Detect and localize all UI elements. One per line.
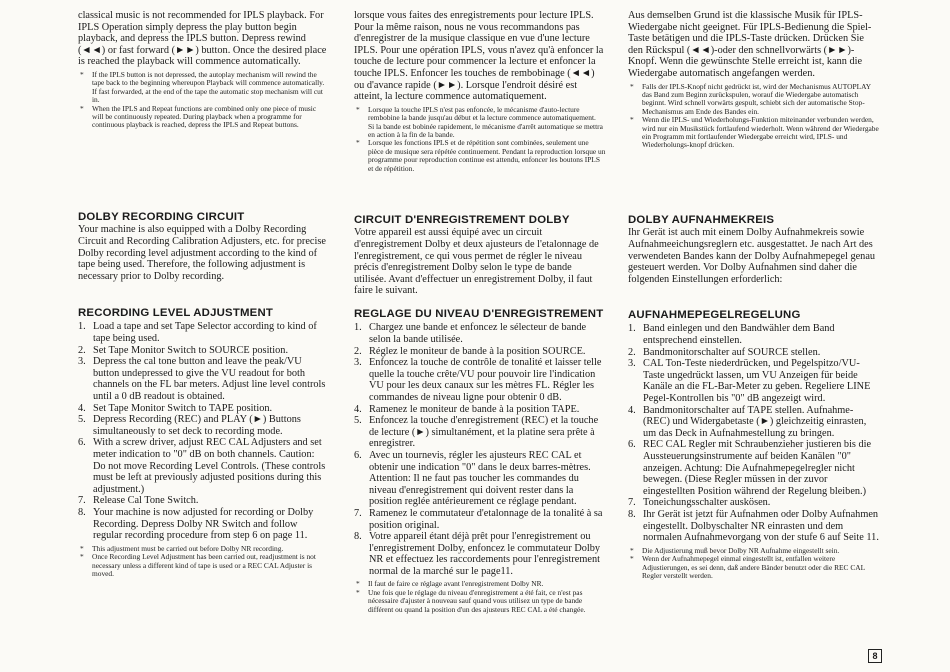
- list-item: 7. Release Cal Tone Switch.: [78, 495, 199, 507]
- french-intro-text: lorsque vous faites des enregistrements pour lecture IPLS. Pour la même raison, nous ne vous recommandons pas d'enregistrer de la musique classique en vue d'une lecture IPLS. Pour une opération IPLS, vous n'avez qu'à enfoncer la touche de lecture pour commencer la lecture et enfoncer la touche IPLS. Enfoncer les touches de rembobinage (◄◄) ou d'avance rapide (►►). Lorsque l'endroit désiré est atteint, la lecture commence automatiquement.: [354, 10, 604, 103]
- english-intro-section: [78, 10, 328, 130]
- french-intro-note: Si la bande est bobinée rapidement, le mécanisme d'arrêt automatique se mettra en action à la fin de la bande.: [368, 121, 603, 139]
- french-intro-note: * Lorsque la touche IPLS n'est pas enfoncée, le mécanisme d'auto-lecture rembobine la bande jusqu'au début et la lecture commence automatiquement.: [354, 106, 606, 123]
- english-intro-note: * If the IPLS button is not depressed, the autoplay mechanism will rewind the tape back to the beginning whereupon Playback will commence automatically.: [78, 71, 328, 88]
- english-level-heading: RECORDING LEVEL ADJUSTMENT: [78, 307, 274, 319]
- list-item: 6. Avec un tournevis, régler les ajusteurs REC CAL et obtenir une indication "0" dans le deux barres-mètres. Attention: Il ne faut pas toucher les commandes du niveau d'enregistrement qui doivent rester dans la position reglée antérieurement ce réglage pendant.: [354, 449, 591, 508]
- page-number: 8: [868, 649, 882, 663]
- english-dolby-heading: DOLBY RECORDING CIRCUIT: [78, 211, 245, 223]
- list-item: 8. Your machine is now adjusted for recording or Dolby Recording. Depress Dolby NR Switch and follow regular recording procedure from step 6 on page 11.: [78, 506, 314, 542]
- english-dolby-section: [78, 211, 328, 282]
- german-intro-note: * Falls der IPLS-Knopf nicht gedrückt ist, wird der Mechanismus AUTOPLAY das Band zum Beginn zurückspulen, worauf die Wiedergabe automatisch beginnt. Wird schnell vorwärts gespult, schiebt sich der automatische Stop-Mechanismus am Ende des Bandes ein.: [628, 83, 880, 117]
- list-item: 1. Band einlegen und den Bandwähler dem Band entsprechend einstellen.: [628, 323, 835, 346]
- french-intro-notes: [354, 106, 606, 173]
- french-steps-list: [354, 322, 606, 577]
- german-note: * Wenn der Aufnahmepegel einmal eingestellt ist, entfallen weitere Adjustierungen, es sei denn, daß andere Bänder benutzt oder die REC CAL Regler verstellt werden.: [628, 555, 880, 580]
- french-note: * Il faut de faire ce réglage avant l'enregistrement Dolby NR.: [354, 580, 606, 588]
- list-item: 4. Set Tape Monitor Switch to TAPE position.: [78, 402, 273, 414]
- english-intro-notes: [78, 71, 328, 130]
- german-intro-notes: [628, 83, 880, 150]
- list-item: 8. Ihr Gerät ist jetzt für Aufnahmen oder Dolby Aufnahmen eingestellt. Dolbyschalter NR einrasten und dem normalen Aufnahmevorgang von der stufe 6 auf Seite 11.: [628, 508, 879, 544]
- list-item: 5. Enfoncez la touche d'enregistrement (REC) et la touche de lecture (►) simultanément, et la platine sera prête à enregistrer.: [354, 415, 599, 450]
- german-intro-section: [628, 10, 880, 150]
- german-intro-text: Aus demselben Grund ist die klassische Musik für IPLS-Wiedergabe nicht geeignet. Für IPLS-Bedienung die Spiel-Taste betätigen und die IPLS-Taste drücken. Drücken Sie den Rückspul (◄◄)-oder den schnellvorwärts (►►)- Knopf. Wenn die gewünschte Stelle erreicht ist, kann die Wiedergabe automatisch angefangen werden.: [628, 10, 872, 79]
- english-dolby-text: Your machine is also equipped with a Dolby Recording Circuit and Recording Calibration Adjusters, etc. for precise Dolby recording level adjustment according to the kind of tape being used. Therefore, the following adjustment is necessary prior to Dolby recording.: [78, 224, 326, 282]
- list-item: 7. Toneichungsschalter auskösen.: [628, 497, 771, 509]
- list-item: 6. REC CAL Regler mit Schraubenzieher justieren bis die Aussteuerungsinstrumente auf beiden Kanälen "0" anzeigen. Achtung: Die Aufnahmepegelregler nicht bewegen. (Diese Regler müssen in der zuvor eingestellten Position während der Regelung bleiben.): [628, 439, 872, 497]
- english-notes: [78, 545, 328, 579]
- list-item: 1. Chargez une bande et enfoncez le sélecteur de bande selon la bande utilisée.: [354, 322, 587, 345]
- list-item: 6. With a screw driver, adjust REC CAL Adjusters and set meter indication to "0" dB on both channels. Caution: Do not move Recording Level Controls. (These controls must be left at previously adjusted positions during this adjustment.): [78, 437, 326, 495]
- list-item: 2. Bandmonitorschalter auf SOURCE stellen.: [628, 346, 821, 358]
- list-item: 7. Ramenez le commutateur d'etalonnage de la tonalité à sa position original.: [354, 507, 603, 531]
- english-intro-note: If fast forwarded, at the end of the tape the automatic stop mechanism will cut in.: [92, 86, 323, 105]
- list-item: 5. Depress Recording (REC) and PLAY (►) Buttons simultaneously to set deck to recording mode.: [78, 414, 301, 437]
- german-dolby-text: Ihr Gerät ist auch mit einem Dolby Aufnahmekreis sowie Aufnahmeeichungsreglern etc. ausgestattet. Je nach Art des verwendeten Bandes kann der Dolby Aufnahmepegel genau gesteuert werden. Vor Dolby Aufnahmen sind daher die folgenden Einstellungen erforderlich:: [628, 227, 876, 285]
- english-note: * Once Recording Level Adjustment has been carried out, readjustment is not necessary unless a different kind of tape is used or a REC CAL Adjuster is moved.: [78, 553, 328, 578]
- english-level-section: [78, 307, 328, 578]
- german-steps-list: [628, 323, 880, 543]
- french-intro-note: * Lorsque les fonctions IPLS et de répétition sont combinées, seulement une pièce de musique sera répétée continuement. Pendant la reproduction lorsque un programme pour reproduction continue est attendu, enfoncer les boutons IPLS et de répétition.: [354, 139, 606, 173]
- german-notes: [628, 547, 880, 581]
- german-level-section: [628, 309, 880, 580]
- list-item: 2. Set Tape Monitor Switch to SOURCE position.: [78, 344, 289, 356]
- english-note: * This adjustment must be carried out before Dolby NR recording.: [78, 545, 328, 553]
- french-intro-section: [354, 10, 606, 173]
- german-level-heading: AUFNAHMEPEGELREGELUNG: [628, 309, 801, 321]
- list-item: 8. Votre appareil étant déjà prêt pour l'enregistrement ou l'enregistrement Dolby, enfoncez le commutateur Dolby NR et effectuez les raccordements pour l'enregistrement normal de la marché sur le page11.: [354, 531, 601, 577]
- french-level-heading: REGLAGE DU NIVEAU D'ENREGISTREMENT: [354, 308, 604, 320]
- list-item: 4. Bandmonitorschalter auf TAPE stellen. Aufnahme- (REC) und Widergabetaste (►) gleichzeitig einrasten, um das Deck in Aufnahmestellung zu bringen.: [628, 404, 867, 439]
- list-item: 4. Ramenez le moniteur de bande à la position TAPE.: [354, 403, 580, 415]
- german-dolby-section: [628, 214, 880, 285]
- german-note: * Die Adjustierung muß bevor Dolby NR Aufnahme eingestellt sein.: [628, 547, 880, 555]
- list-item: 1. Load a tape and set Tape Selector according to kind of tape being used.: [78, 321, 317, 344]
- english-steps-list: [78, 321, 328, 541]
- french-level-section: [354, 308, 606, 614]
- french-dolby-text: Votre appareil est aussi équipé avec un circuit d'enregistrement Dolby et deux ajusteurs de l'etalonnage de l'enregistrement, ce qui vous permet de régler le niveau précis d'enregistrement Dolby selon le type de bande utilisée. Avant d'effectuer un enregistrement Dolby, il faut faire le suivant.: [354, 227, 599, 297]
- list-item: 3. CAL Ton-Teste niederdrücken, und Pegelspitzo/VU-Taste ungedrückt lassen, um VU Anzeigen für beide Kanäle an die FL-Bar-Meter zu geben. Regeliere LINE Pegel-Kontrollen bis "0" dB angezeigt wird.: [628, 358, 871, 404]
- french-dolby-section: [354, 214, 606, 297]
- german-intro-note: * Wenn die IPLS- und Wiederholungs-Funktion miteinander verbunden werden, wird nur ein Musikstück fortlaufend wiederholt. Wenn während der Wiedergabe ein Programm mit fortlaufender Wiedergabe erreicht wird, IPLS- und Wiederholungs-knopf drücken.: [628, 116, 880, 150]
- list-item: 2. Réglez le moniteur de bande à la position SOURCE.: [354, 345, 586, 357]
- english-intro-text: classical music is not recommended for IPLS playback. For IPLS Operation simply depress the play button begin playback, and depress the IPLS button. Depress rewind (◄◄) or fast forward (►►) button. Once the desired place is reached the playback will commence automatically.: [78, 10, 327, 68]
- french-dolby-heading: CIRCUIT D'ENREGISTREMENT DOLBY: [354, 214, 570, 226]
- german-dolby-heading: DOLBY AUFNAHMEKREIS: [628, 214, 775, 226]
- list-item: 3. Enfoncez la touche de contrôle de tonalité et laisser telle quelle la touche crête/VU pour pouvoir lire l'indication VU pour les deux canaux sur les mètres FL. Régler les commandes de niveau ligne pour obtenir 0 dB.: [354, 357, 602, 403]
- english-intro-note: * When the IPLS and Repeat functions are combined only one piece of music will be continuously repeated. During playback when a programme for continuous playback is reached, depress the IPLS and Repeat buttons.: [78, 105, 328, 130]
- list-item: 3. Depress the cal tone button and leave the peak/VU button undepressed to give the VU readout for both channels on the FL bar meters. Adjust line level controls until a 0 dB readout is obtained.: [78, 356, 326, 402]
- french-note: * Une fois que le réglage du niveau d'enregistrement a été fait, ce n'est pas nécessaire d'ajuster à nouveau sauf quand vous utilisez un type de bande différent ou quand la position d'un des ajusteurs REC CAL a été changée.: [354, 589, 606, 614]
- french-notes: [354, 580, 606, 614]
